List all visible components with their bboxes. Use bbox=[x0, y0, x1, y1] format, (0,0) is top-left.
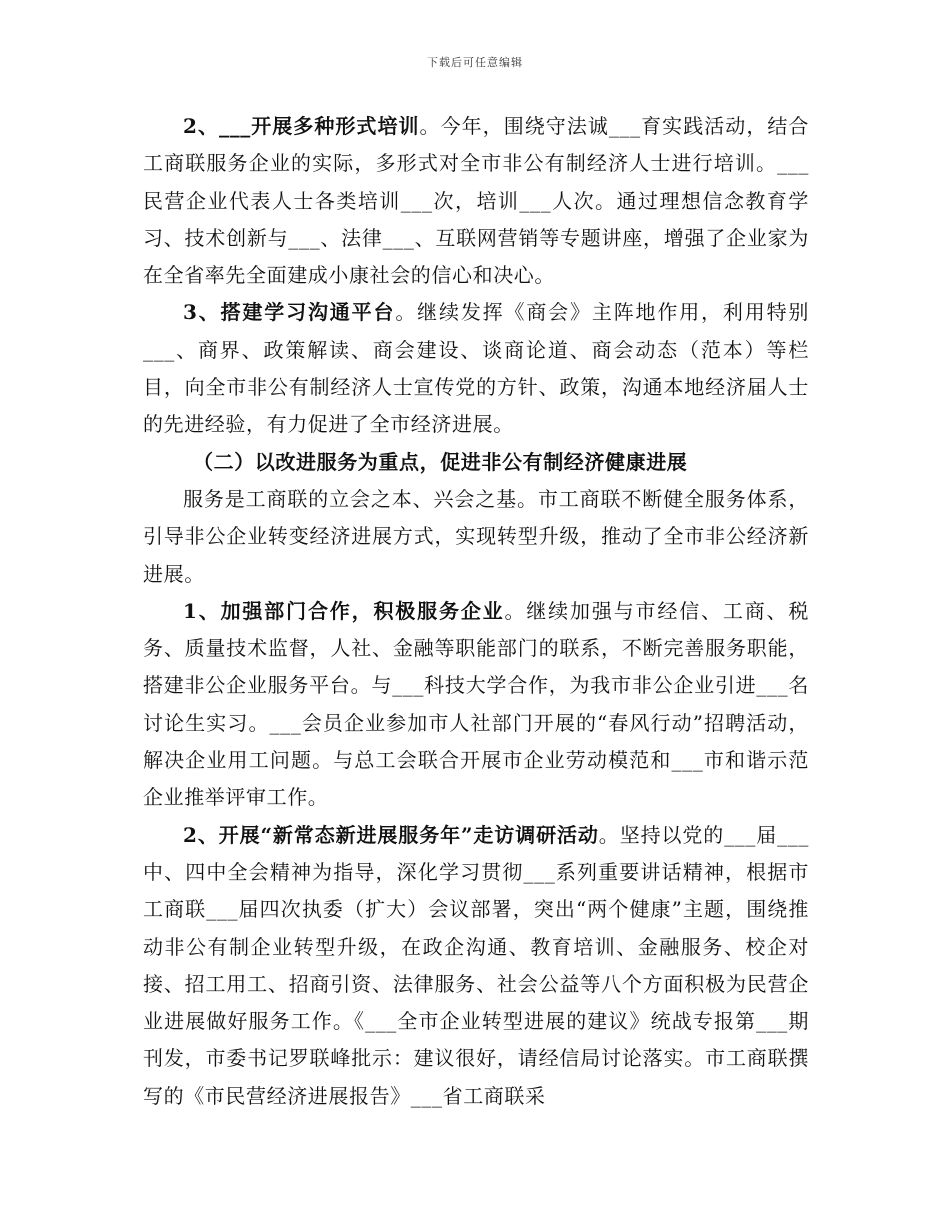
paragraph-training bbox=[143, 108, 809, 294]
paragraph-cooperation bbox=[143, 593, 809, 817]
paragraph-lead: 3、搭建学习沟通平台 bbox=[183, 300, 396, 325]
paragraph-text: 。坚持以党的___届___中、四中全会精神为指导，深化学习贯彻___系列重要讲话精神，根据市工商联___届四次执委（扩大）会议部署，突出“两个健康”主题，围绕推动非公有制企业转型升级，在政企沟通、教育培训、金融服务、校企对接、招工用工、招商引资、法律服务、社会公益等八个方面积极为民营企业进展做好服务工作。《___全市企业转型进展的建议》统战专报第___期刊发，市委书记罗联峰批示：建议很好，请经信局讨论落实。市工商联撰写的《市民营经济进展报告》___省工商联采 bbox=[143, 822, 809, 1108]
paragraph-text: 服务是工商联的立会之本、兴会之基。市工商联不断健全服务体系，引导非公企业转变经济进展方式，实现转型升级，推动了全市非公经济新进展。 bbox=[143, 486, 809, 586]
section-heading: （二）以改进服务为重点，促进非公有制经济健康进展 bbox=[193, 449, 688, 474]
paragraph-lead: 1、加强部门合作，积极服务企业 bbox=[183, 598, 505, 623]
paragraph-text: 。继续发挥《商会》主阵地作用，利用特别___、商界、政策解读、商会建设、谈商论道、商会动态（范本）等栏目，向全市非公有制经济人士宣传党的方针、政策，沟通本地经济届人士的先进经验，有力促进了全市经济进展。 bbox=[143, 300, 810, 437]
paragraph-research bbox=[143, 817, 809, 1115]
paragraph-text: 。今年，围绕守法诚___育实践活动，结合工商联服务企业的实际，多形式对全市非公有制经济人士进行培训。___民营企业代表人士各类培训___次，培训___人次。通过理想信念教育学习、技术创新与___、法律___、互联网营销等专题讲座，增强了企业家为在全省率先全面建成小康社会的信心和决心。 bbox=[143, 114, 810, 288]
paragraph-text: 。继续加强与市经信、工商、税务、质量技术监督，人社、金融等职能部门的联系，不断完善服务职能，搭建非公企业服务平台。与___科技大学合作，为我市非公企业引进___名讨论生实习。___会员企业参加市人社部门开展的“春风行动”招聘活动，解决企业用工问题。与总工会联合开展市企业劳动模范和___市和谐示范企业推举评审工作。 bbox=[143, 598, 809, 810]
paragraph-service-intro bbox=[143, 481, 809, 593]
paragraph-lead: 2、开展“新常态新进展服务年”走访调研活动 bbox=[183, 822, 599, 847]
page-header: 下载后可任意编辑 bbox=[427, 56, 523, 69]
paragraph-lead: 2、___开展多种形式培训 bbox=[183, 114, 420, 138]
paragraph-platform bbox=[143, 294, 809, 443]
document-body bbox=[143, 108, 809, 1115]
